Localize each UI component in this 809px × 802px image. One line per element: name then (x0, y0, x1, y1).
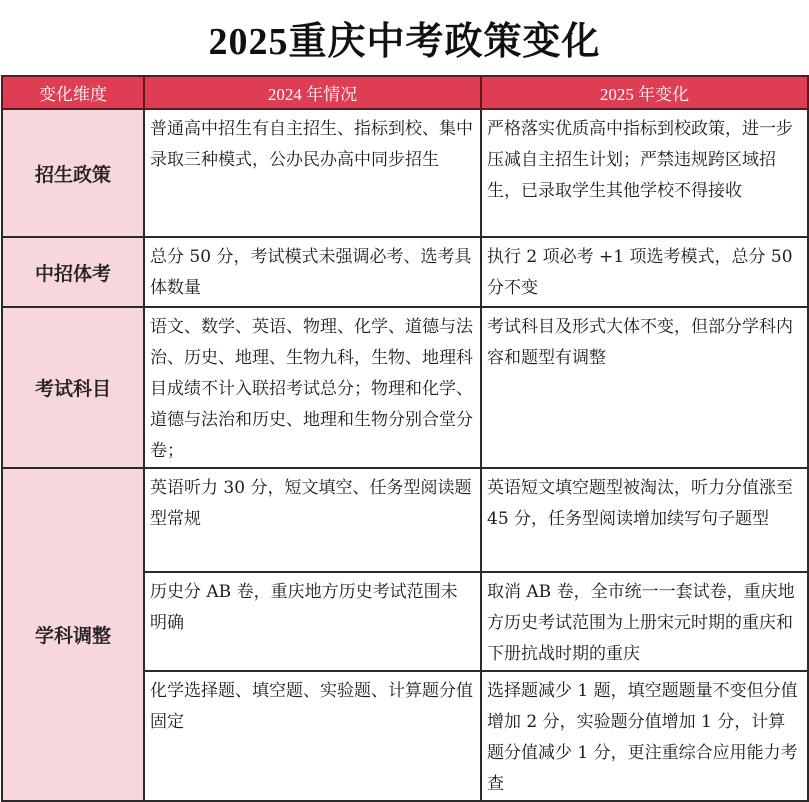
cell-2025: 选择题减少 1 题，填空题题量不变但分值增加 2 分，实验题分值增加 1 分，计算题分值减少 1 分，更注重综合应用能力考查 (481, 671, 808, 801)
cell-2024: 语文、数学、英语、物理、化学、道德与法治、历史、地理、生物九科，生物、地理科目成绩不计入联招考试总分；物理和化学、道德与法治和历史、地理和生物分别合堂分卷； (144, 307, 481, 468)
table-header (2, 76, 808, 109)
table-row (2, 307, 808, 468)
cell-2025: 考试科目及形式大体不变，但部分学科内容和题型有调整 (481, 307, 808, 468)
cell-2024: 英语听力 30 分，短文填空、任务型阅读题型常规 (144, 468, 481, 572)
table-row (2, 237, 808, 307)
cell-2024: 历史分 AB 卷，重庆地方历史考试范围未明确 (144, 572, 481, 671)
cell-2025: 执行 2 项必考 +1 项选考模式，总分 50 分不变 (481, 237, 808, 307)
page-title: 2025重庆中考政策变化 (208, 21, 601, 63)
table-body (2, 109, 808, 801)
table-row (2, 468, 808, 572)
header-2025: 2025 年变化 (481, 76, 808, 109)
cell-2024: 总分 50 分，考试模式未强调必考、选考具体数量 (144, 237, 481, 307)
cell-2025: 取消 AB 卷，全市统一一套试卷，重庆地方历史考试范围为上册宋元时期的重庆和下册抗战时期的重庆 (481, 572, 808, 671)
cell-2025: 严格落实优质高中指标到校政策，进一步压减自主招生计划；严禁违规跨区域招生，已录取学生其他学校不得接收 (481, 109, 808, 237)
dimension-cell: 中招体考 (2, 237, 144, 307)
header-row (2, 76, 808, 109)
table-row (2, 109, 808, 237)
cell-2024: 化学选择题、填空题、实验题、计算题分值固定 (144, 671, 481, 801)
dimension-cell: 考试科目 (2, 307, 144, 468)
header-2024: 2024 年情况 (144, 76, 481, 109)
cell-2025: 英语短文填空题型被淘汰，听力分值涨至 45 分，任务型阅读增加续写句子题型 (481, 468, 808, 572)
cell-2024: 普通高中招生有自主招生、指标到校、集中录取三种模式，公办民办高中同步招生 (144, 109, 481, 237)
header-dimension: 变化维度 (2, 76, 144, 109)
dimension-cell: 学科调整 (2, 468, 144, 801)
policy-comparison-table (1, 75, 809, 802)
dimension-cell: 招生政策 (2, 109, 144, 237)
